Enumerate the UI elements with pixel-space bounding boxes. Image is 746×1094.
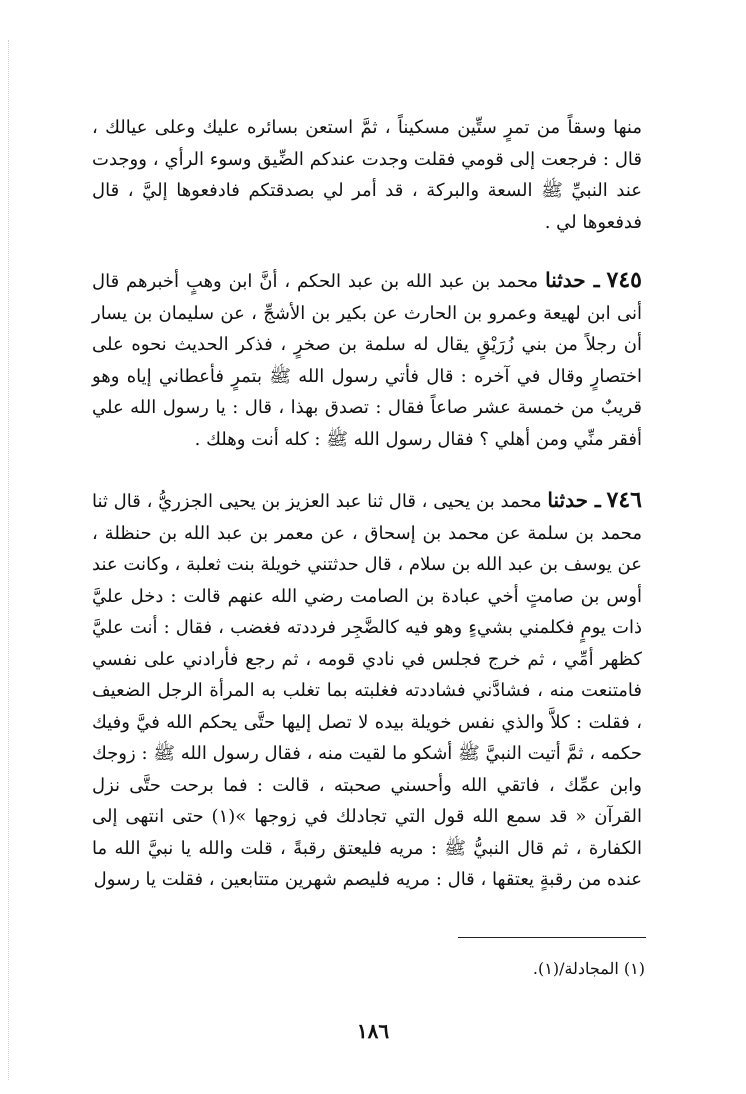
hadith-745-opening: ـ حدثنا	[545, 268, 600, 292]
page-number: ١٨٦	[356, 1019, 390, 1043]
scan-margin-dots	[8, 40, 13, 1080]
continuation-paragraph	[92, 112, 642, 238]
hadith-745	[92, 265, 642, 455]
hadith-746-opening: ـ حدثنا	[547, 488, 601, 512]
footnote-divider	[458, 937, 646, 938]
footnote: (١) المجادلة/(١).	[532, 959, 645, 978]
hadith-746-text: محمد بن يحيى ، قال ثنا عبد العزيز بن يحيى الجزريُّ ، قال ثنا محمد بن سلمة عن محمد بن إسحاق ، عن معمر بن عبد الله بن حنظلة ، عن يوسف بن عبد الله بن سلام ، قال حدثتني خويلة بنت ثعلبة ، وكانت عند أوس بن صامتٍ أخي عبادة بن الصامت رضي الله عنهم قالت : دخل عليَّ ذات يومٍ فكلمني بشيءٍ وهو فيه كالضَّجِر فرددته فغضب ، فقال : أنت عليَّ كظهر أمِّي ، ثم خرج فجلس في نادي قومه ، ثم رجع فأرادني على نفسي فامتنعت منه ، فشادَّني فشاددته فغلبته بما تغلب به المرأة الرجل الضعيف ، فقلت : كلاَّ والذي نفس خويلة بيده لا تصل إليها حتَّى يحكم الله فيَّ وفيك حكمه ، ثمَّ أتيت النبيَّ ﷺ أشكو ما لقيت منه ، فقال رسول الله ﷺ : زوجك وابن عمِّك ، فاتقي الله وأحسني صحبته ، قالت : فما برحت حتَّى نزل القرآن « قد سمع الله قول التي تجادلك في زوجها »(١) حتى انتهى إلى الكفارة ، ثم قال النبيُّ ﷺ : مريه فليعتق رقبةً ، قلت والله يا نبيَّ الله ما عنده من رقبةٍ يعتقها ، قال : مريه فليصم شهرين متتابعين ، فقلت يا رسول	[92, 491, 643, 890]
hadith-745-number: ٧٤٥	[606, 267, 642, 293]
hadith-746	[92, 485, 642, 896]
hadith-746-number: ٧٤٦	[606, 487, 642, 513]
hadith-745-text: محمد بن عبد الله بن عبد الحكم ، أنَّ ابن وهبٍ أخبرهم قال أنى ابن لهيعة وعمرو بن الحارث عن بكير بن الأشجِّ ، عن سليمان بن يسار أن رجلاً من بني زُرَيْقٍ يقال له سلمة بن صخرٍ ، فذكر الحديث نحوه على اختصارٍ وقال في آخره : قال فأتي رسول الله ﷺ بتمرٍ فأعطاني إياه وهو قريبٌ من خمسة عشر صاعاً فقال : تصدق بهذا ، قال : يا رسول الله علي أفقر منِّي ومن أهلي ؟ فقال رسول الله ﷺ : كله أنت وهلك .	[92, 271, 642, 450]
hadith-745-paragraph	[92, 265, 642, 455]
continuation-text: منها وسقاً من تمرٍ ستِّين مسكيناً ، ثمَّ استعن بسائره عليك وعلى عيالك ، قال : فرجعت إلى قومي فقلت وجدت عندكم الضِّيق وسوء الرأي ، ووجدت عند النبيِّ ﷺ السعة والبركة ، قد أمر لي بصدقتكم فادفعوها إليَّ ، قال فدفعوها لي .	[92, 117, 642, 233]
hadith-746-paragraph	[92, 485, 642, 896]
